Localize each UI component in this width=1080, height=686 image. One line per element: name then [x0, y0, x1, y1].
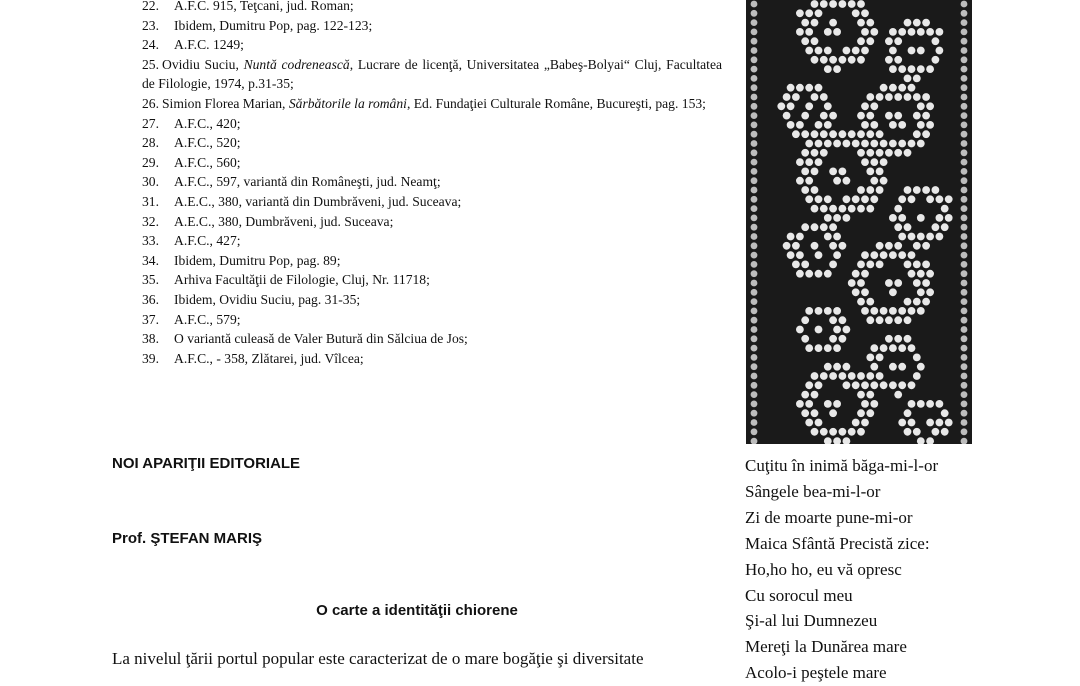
footnote-text: O variantă culeasă de Valer Butură din Sălciua de Jos;	[174, 331, 468, 347]
footnote-text: Ibidem, Dumitru Pop, pag. 122-123;	[174, 17, 373, 33]
footnote-item	[142, 290, 722, 310]
footnote-item	[142, 55, 722, 94]
footnote-text: A.F.C., 520;	[174, 135, 241, 151]
footnote-item	[142, 16, 722, 36]
footnote-text: A.F.C., - 358, Zlătarei, jud. Vîlcea;	[174, 350, 364, 366]
footnote-item	[142, 172, 722, 192]
footnote-text: A.F.C. 915, Teţcani, jud. Roman;	[174, 0, 354, 13]
article-title: O carte a identităţii chiorene	[316, 602, 518, 619]
footnote-number: 34.	[142, 252, 159, 268]
footnote-text: A.F.C., 420;	[174, 115, 241, 131]
footnote-text: A.F.C., 560;	[174, 154, 241, 170]
footnote-number: 28.	[142, 135, 159, 151]
footnote-item	[142, 270, 722, 290]
section-title: NOI APARIŢII EDITORIALE	[112, 455, 301, 472]
footnote-item	[142, 231, 722, 251]
footnote-number: 39.	[142, 350, 159, 366]
poem-line: Cu sorocul meu	[745, 585, 853, 605]
poem-line: Zi de moarte pune-mi-or	[745, 507, 913, 527]
footnote-text: A.F.C. 1249;	[174, 37, 244, 53]
footnote-number: 27.	[142, 115, 159, 131]
footnote-item	[142, 310, 722, 330]
footnote-number: 24.	[142, 37, 159, 53]
poem	[745, 453, 938, 686]
footnote-number: 23.	[142, 17, 159, 33]
footnote-text: Simion Florea Marian, Sărbătorile la români, Ed. Fundaţiei Culturale Române, Bucureşti, pag. 153;	[162, 95, 706, 111]
footnote-text: Arhiva Facultăţii de Filologie, Cluj, Nr. 11718;	[174, 272, 430, 288]
footnote-text: A.E.C., 380, variantă din Dumbrăveni, jud. Suceava;	[174, 193, 462, 209]
poem-line: Sângele bea-mi-l-or	[745, 481, 881, 501]
footnote-item	[142, 94, 722, 114]
footnote-number: 32.	[142, 213, 159, 229]
footnote-number: 29.	[142, 154, 159, 170]
poem-line: Şi-al lui Dumnezeu	[745, 611, 878, 631]
footnote-item	[142, 251, 722, 271]
footnote-number: 33.	[142, 233, 159, 249]
footnote-item	[142, 35, 722, 55]
footnote-text: A.F.C., 579;	[174, 311, 241, 327]
footnote-item	[142, 153, 722, 173]
footnote-number: 35.	[142, 272, 159, 288]
author-name: Prof. ŞTEFAN MARIŞ	[112, 530, 263, 547]
poem-line: Mereţi la Dunărea mare	[745, 637, 907, 657]
footnote-number: 37.	[142, 311, 159, 327]
footnote-number: 22.	[142, 0, 159, 13]
footnote-text: Ibidem, Dumitru Pop, pag. 89;	[174, 252, 341, 268]
poem-line: Ho,ho ho, eu vă opresc	[745, 559, 902, 579]
footnote-item	[142, 212, 722, 232]
poem-line: Cuţitu în inimă băga-mi-l-or	[745, 456, 939, 475]
footnote-text: A.F.C., 597, variantă din Româneşti, jud. Neamţ;	[174, 174, 441, 190]
poem-line: Maica Sfântă Precistă zice:	[745, 533, 930, 553]
footnote-item	[142, 349, 722, 369]
footnote-item	[142, 114, 722, 134]
beadwork-image	[746, 0, 972, 444]
footnote-number: 31.	[142, 193, 159, 209]
footnote-text: Ibidem, Ovidiu Suciu, pag. 31-35;	[174, 291, 361, 307]
footnote-number: 26.	[142, 95, 159, 111]
footnote-text: A.F.C., 427;	[174, 233, 241, 249]
footnote-item	[142, 192, 722, 212]
footnote-text: A.E.C., 380, Dumbrăveni, jud. Suceava;	[174, 213, 394, 229]
footnote-number: 36.	[142, 291, 159, 307]
footnote-item	[142, 133, 722, 153]
footnote-number: 38.	[142, 331, 159, 347]
footnote-number: 25.	[142, 56, 159, 72]
footnote-number: 30.	[142, 174, 159, 190]
article-body: La nivelul ţării portul popular este caracterizat de o mare bogăţie şi diversitate	[112, 649, 644, 668]
footnotes-list	[142, 0, 722, 368]
footnote-text: Ovidiu Suciu, Nuntă codrenească, Lucrare de licenţă, Universitatea „Babeş-Bolyai“ Cluj, Facultatea de Filologie, 1974, p.31-35;	[142, 56, 723, 92]
poem-line: Acolo-i peştele mare	[745, 663, 887, 683]
footnote-item	[142, 0, 722, 16]
footnote-item	[142, 329, 722, 349]
